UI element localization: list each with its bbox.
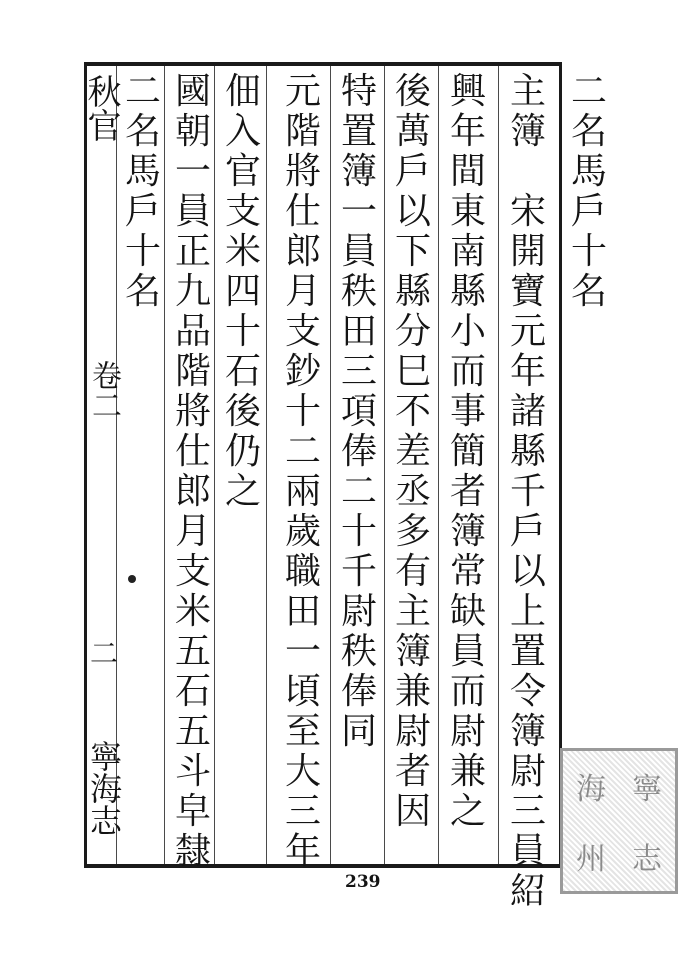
column-char: 員 <box>174 191 211 232</box>
column-char: 興 <box>449 71 486 112</box>
text-column <box>122 71 164 314</box>
column-char: 特 <box>340 71 377 112</box>
text-column <box>392 71 434 834</box>
column-char: 上 <box>509 591 546 632</box>
column-char: 後 <box>394 71 431 112</box>
column-char: 之 <box>224 471 261 512</box>
text-column <box>447 71 489 834</box>
column-char: 名 <box>570 111 607 152</box>
column-char: 簡 <box>449 431 486 472</box>
column-char: 千 <box>340 551 377 592</box>
column-char: 一 <box>174 151 211 192</box>
column-char: 三 <box>284 791 321 832</box>
volume-title: 秋官 <box>81 74 121 142</box>
column-char: 項 <box>340 391 377 432</box>
volume-subtitle: 卷二 <box>86 360 121 420</box>
column-char: 秩 <box>340 631 377 672</box>
column-char: 小 <box>449 311 486 352</box>
seal-char: 海 <box>576 772 606 807</box>
column-char: 差 <box>394 431 431 472</box>
text-column <box>222 71 264 514</box>
column-char: 諸 <box>509 391 546 432</box>
column-char: 寶 <box>509 271 546 312</box>
column-char: 者 <box>449 471 486 512</box>
column-char: 東 <box>449 191 486 232</box>
column-char: 一 <box>340 191 377 232</box>
column-char: 支 <box>174 551 211 592</box>
column-char: 戶 <box>509 511 546 552</box>
column-char: 名 <box>124 271 161 312</box>
column-char: 俸 <box>340 431 377 472</box>
column-char: 事 <box>449 391 486 432</box>
column-char: 至 <box>284 711 321 752</box>
column-char: 簿 <box>340 151 377 192</box>
column-char: 官 <box>224 151 261 192</box>
column-rule <box>266 66 267 864</box>
column-char: 以 <box>394 191 431 232</box>
column-char: 員 <box>449 631 486 672</box>
column-char: 十 <box>124 231 161 272</box>
column-char: 正 <box>174 231 211 272</box>
column-char: 兼 <box>394 671 431 712</box>
column-char: 簿 <box>394 631 431 672</box>
column-char: 戶 <box>570 191 607 232</box>
column-char: 朝 <box>174 111 211 152</box>
column-char: 仍 <box>224 431 261 472</box>
seal-char: 志 <box>632 842 662 877</box>
column-char: 階 <box>174 351 211 392</box>
column-rule <box>330 66 331 864</box>
column-char: 年 <box>449 111 486 152</box>
column-char: 二 <box>340 471 377 512</box>
frame-top-border <box>84 62 562 66</box>
column-char: 戶 <box>394 151 431 192</box>
page-number: 239 <box>345 872 381 892</box>
column-char: 五 <box>174 631 211 672</box>
column-char: 巳 <box>394 351 431 392</box>
leaf-number: 二 <box>90 637 119 670</box>
column-char: 元 <box>284 71 321 112</box>
column-rule <box>164 66 165 864</box>
column-char: 主 <box>394 591 431 632</box>
column-char: 置 <box>509 631 546 672</box>
column-char: 三 <box>340 351 377 392</box>
column-char: 石 <box>224 351 261 392</box>
column-char: 縣 <box>509 431 546 472</box>
column-char: 名 <box>124 111 161 152</box>
column-char: 五 <box>174 711 211 752</box>
column-char: 隸 <box>174 831 211 872</box>
column-char: 鈔 <box>284 351 321 392</box>
column-char: 大 <box>284 751 321 792</box>
seal-char: 州 <box>576 842 606 877</box>
column-char: 佃 <box>224 71 261 112</box>
column-char: 尉 <box>509 751 546 792</box>
column-char: 二 <box>284 431 321 472</box>
column-char: 月 <box>284 271 321 312</box>
column-char: 秩 <box>340 271 377 312</box>
column-char: 將 <box>174 391 211 432</box>
column-char: 千 <box>509 471 546 512</box>
column-char: 俸 <box>340 671 377 712</box>
column-char: 馬 <box>570 151 607 192</box>
column-char: 品 <box>174 311 211 352</box>
column-char: 之 <box>449 791 486 832</box>
column-char: 多 <box>394 511 431 552</box>
column-char: 支 <box>224 191 261 232</box>
text-column <box>172 71 214 874</box>
column-char: 元 <box>509 311 546 352</box>
column-char: 年 <box>509 351 546 392</box>
column-char: 頃 <box>284 671 321 712</box>
column-char: 馬 <box>124 151 161 192</box>
column-char: 有 <box>394 551 431 592</box>
column-rule <box>384 66 385 864</box>
column-char: 一 <box>284 631 321 672</box>
column-char: 尉 <box>394 711 431 752</box>
column-char: 丞 <box>394 471 431 512</box>
column-char: 米 <box>224 231 261 272</box>
column-char: 三 <box>509 791 546 832</box>
column-char: 下 <box>394 231 431 272</box>
column-char: 歲 <box>284 511 321 552</box>
column-char: 員 <box>340 231 377 272</box>
column-char: 十 <box>570 231 607 272</box>
column-char: 二 <box>124 71 161 112</box>
column-char: 支 <box>284 311 321 352</box>
column-char: 年 <box>284 831 321 872</box>
column-char: 簿 <box>509 711 546 752</box>
seal-char: 寧 <box>632 772 662 807</box>
column-char: 主 <box>509 71 546 112</box>
column-char: 郎 <box>284 231 321 272</box>
column-char <box>507 154 549 194</box>
column-char: 簿 <box>449 511 486 552</box>
column-char: 國 <box>174 71 211 112</box>
column-char: 十 <box>340 511 377 552</box>
column-char: 以 <box>509 551 546 592</box>
column-rule <box>214 66 215 864</box>
column-char: 名 <box>570 271 607 312</box>
column-char: 兩 <box>284 471 321 512</box>
column-char: 九 <box>174 271 211 312</box>
column-char: 萬 <box>394 111 431 152</box>
column-char: 二 <box>570 71 607 112</box>
column-char: 戶 <box>124 191 161 232</box>
column-char: 皁 <box>174 791 211 832</box>
column-char: 紹 <box>509 871 546 912</box>
column-char: 月 <box>174 511 211 552</box>
column-char: 十 <box>284 391 321 432</box>
column-char: 員 <box>509 831 546 872</box>
text-column <box>282 71 324 874</box>
column-char: 間 <box>449 151 486 192</box>
column-char: 尉 <box>449 711 486 752</box>
column-char: 職 <box>284 551 321 592</box>
column-char: 簿 <box>509 111 546 152</box>
column-char: 而 <box>449 351 486 392</box>
text-column <box>568 71 610 314</box>
book-title: 寧海志 <box>85 740 123 836</box>
column-rule <box>498 66 499 864</box>
column-char: 不 <box>394 391 431 432</box>
column-char: 四 <box>224 271 261 312</box>
column-char: 郎 <box>174 471 211 512</box>
column-char: 分 <box>394 311 431 352</box>
column-char: 開 <box>509 231 546 272</box>
column-char: 田 <box>284 591 321 632</box>
column-char: 石 <box>174 671 211 712</box>
column-char: 後 <box>224 391 261 432</box>
column-char: 仕 <box>174 431 211 472</box>
ink-dot <box>128 575 136 583</box>
column-char: 縣 <box>394 271 431 312</box>
column-char: 而 <box>449 671 486 712</box>
column-char: 入 <box>224 111 261 152</box>
column-char: 缺 <box>449 591 486 632</box>
column-char: 南 <box>449 231 486 272</box>
column-char: 仕 <box>284 191 321 232</box>
text-column <box>507 71 549 914</box>
column-char: 階 <box>284 111 321 152</box>
column-char: 兼 <box>449 751 486 792</box>
column-char: 置 <box>340 111 377 152</box>
column-char: 米 <box>174 591 211 632</box>
column-char: 令 <box>509 671 546 712</box>
column-char: 常 <box>449 551 486 592</box>
column-char: 斗 <box>174 751 211 792</box>
column-char: 十 <box>224 311 261 352</box>
library-seal <box>560 748 678 894</box>
column-char: 將 <box>284 151 321 192</box>
column-char: 宋 <box>509 191 546 232</box>
column-char: 者 <box>394 751 431 792</box>
column-char: 尉 <box>340 591 377 632</box>
column-char: 同 <box>340 711 377 752</box>
column-char: 因 <box>394 791 431 832</box>
text-column <box>338 71 380 754</box>
column-char: 田 <box>340 311 377 352</box>
column-rule <box>438 66 439 864</box>
column-char: 縣 <box>449 271 486 312</box>
